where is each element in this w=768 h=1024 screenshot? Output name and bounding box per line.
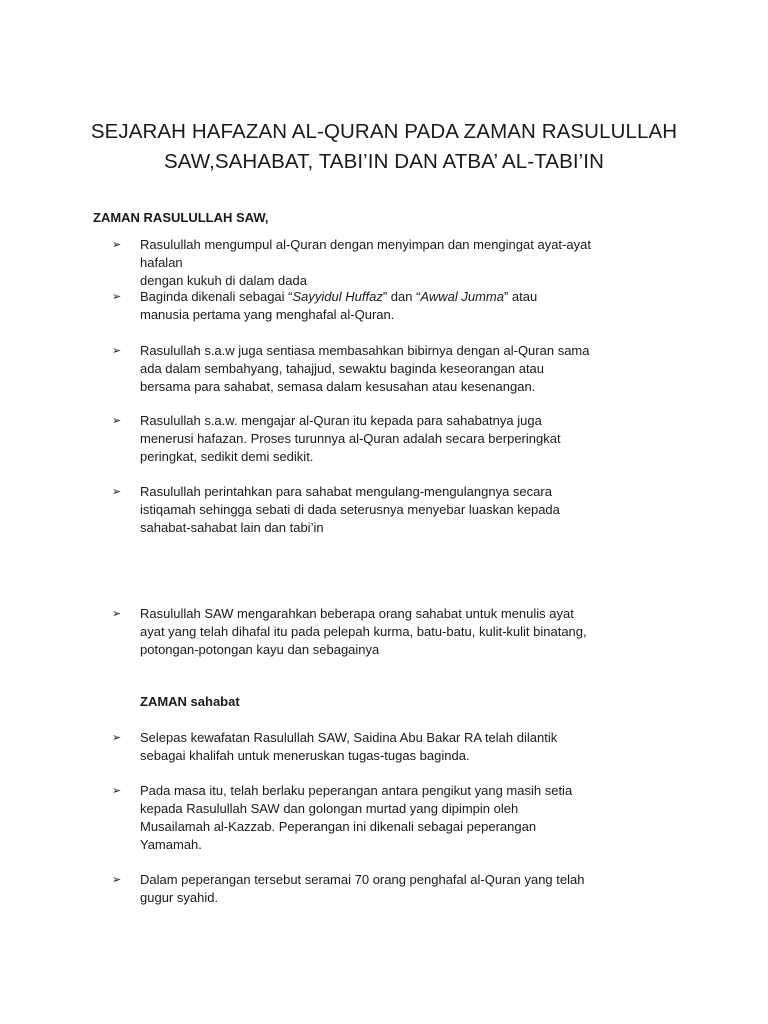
list-item <box>112 342 592 396</box>
list-item <box>112 236 592 290</box>
arrow-bullet-icon: ➢ <box>112 874 122 886</box>
arrow-bullet-icon: ➢ <box>112 486 122 498</box>
list-item-text: Pada masa itu, telah berlaku peperangan antara pengikut yang masih setia kepada Rasulullah SAW dan golongan murtad yang dipimpin oleh Musailamah al-Kazzab. Peperangan ini dikenali sebagai peperangan Yamamah. <box>140 783 573 852</box>
text-segment: ” atau manusia pertama yang menghafal al-Quran. <box>140 289 538 322</box>
list-item-text: Rasulullah s.a.w. mengajar al-Quran itu kepada para sahabatnya juga menerusi hafazan. Proses turunnya al-Quran adalah secara berperingkat peringkat, sedikit demi sedikit. <box>140 413 561 464</box>
section-heading-rasulullah: ZAMAN RASULULLAH SAW, <box>93 210 269 225</box>
section-heading-sahabat: ZAMAN sahabat <box>140 694 240 709</box>
arrow-bullet-icon: ➢ <box>112 345 122 357</box>
title-line-2: SAW,SAHABAT, TABI’IN DAN ATBA’ AL-TABI’IN <box>163 150 604 173</box>
italic-term: Awwal Jumma <box>420 289 504 304</box>
list-item-text: Dalam peperangan tersebut seramai 70 orang penghafal al-Quran yang telah gugur syahid. <box>140 872 585 905</box>
list-item <box>112 483 592 537</box>
list-item <box>112 729 592 765</box>
title-line-1: SEJARAH HAFAZAN AL-QURAN PADA ZAMAN RASULULLAH <box>90 120 678 143</box>
italic-term: Sayyidul Huffaz <box>292 289 383 304</box>
text-segment: Baginda dikenali sebagai “ <box>140 289 293 304</box>
list-item-text: Rasulullah mengumpul al-Quran dengan menyimpan dan mengingat ayat-ayat hafalan dengan kukuh di dalam dada <box>140 237 591 288</box>
arrow-bullet-icon: ➢ <box>112 239 122 251</box>
list-item <box>112 605 592 659</box>
list-item <box>112 412 592 466</box>
list-item-text <box>140 288 592 324</box>
text-segment: ” dan “ <box>382 289 421 304</box>
arrow-bullet-icon: ➢ <box>112 291 122 303</box>
arrow-bullet-icon: ➢ <box>112 785 122 797</box>
list-item <box>112 871 592 907</box>
list-item-text: Rasulullah perintahkan para sahabat mengulang-mengulangnya secara istiqamah sehingga sebati di dada seterusnya menyebar luaskan kepada sahabat-sahabat lain dan tabi’in <box>140 484 560 535</box>
document-title <box>80 117 688 177</box>
arrow-bullet-icon: ➢ <box>112 732 122 744</box>
list-item-text: Rasulullah SAW mengarahkan beberapa orang sahabat untuk menulis ayat ayat yang telah dihafal itu pada pelepah kurma, batu-batu, kulit-kulit binatang, potongan-potongan kayu dan sebagainya <box>140 606 587 657</box>
list-item <box>112 782 592 854</box>
arrow-bullet-icon: ➢ <box>112 608 122 620</box>
list-item-text: Rasulullah s.a.w juga sentiasa membasahkan bibirnya dengan al-Quran sama ada dalam sembahyang, tahajjud, sewaktu baginda keseorangan atau bersama para sahabat, semasa dalam kesusahan atau kesenangan. <box>140 343 590 394</box>
list-item-text: Selepas kewafatan Rasulullah SAW, Saidina Abu Bakar RA telah dilantik sebagai khalifah untuk meneruskan tugas-tugas baginda. <box>140 730 558 763</box>
arrow-bullet-icon: ➢ <box>112 415 122 427</box>
list-item <box>112 288 592 324</box>
